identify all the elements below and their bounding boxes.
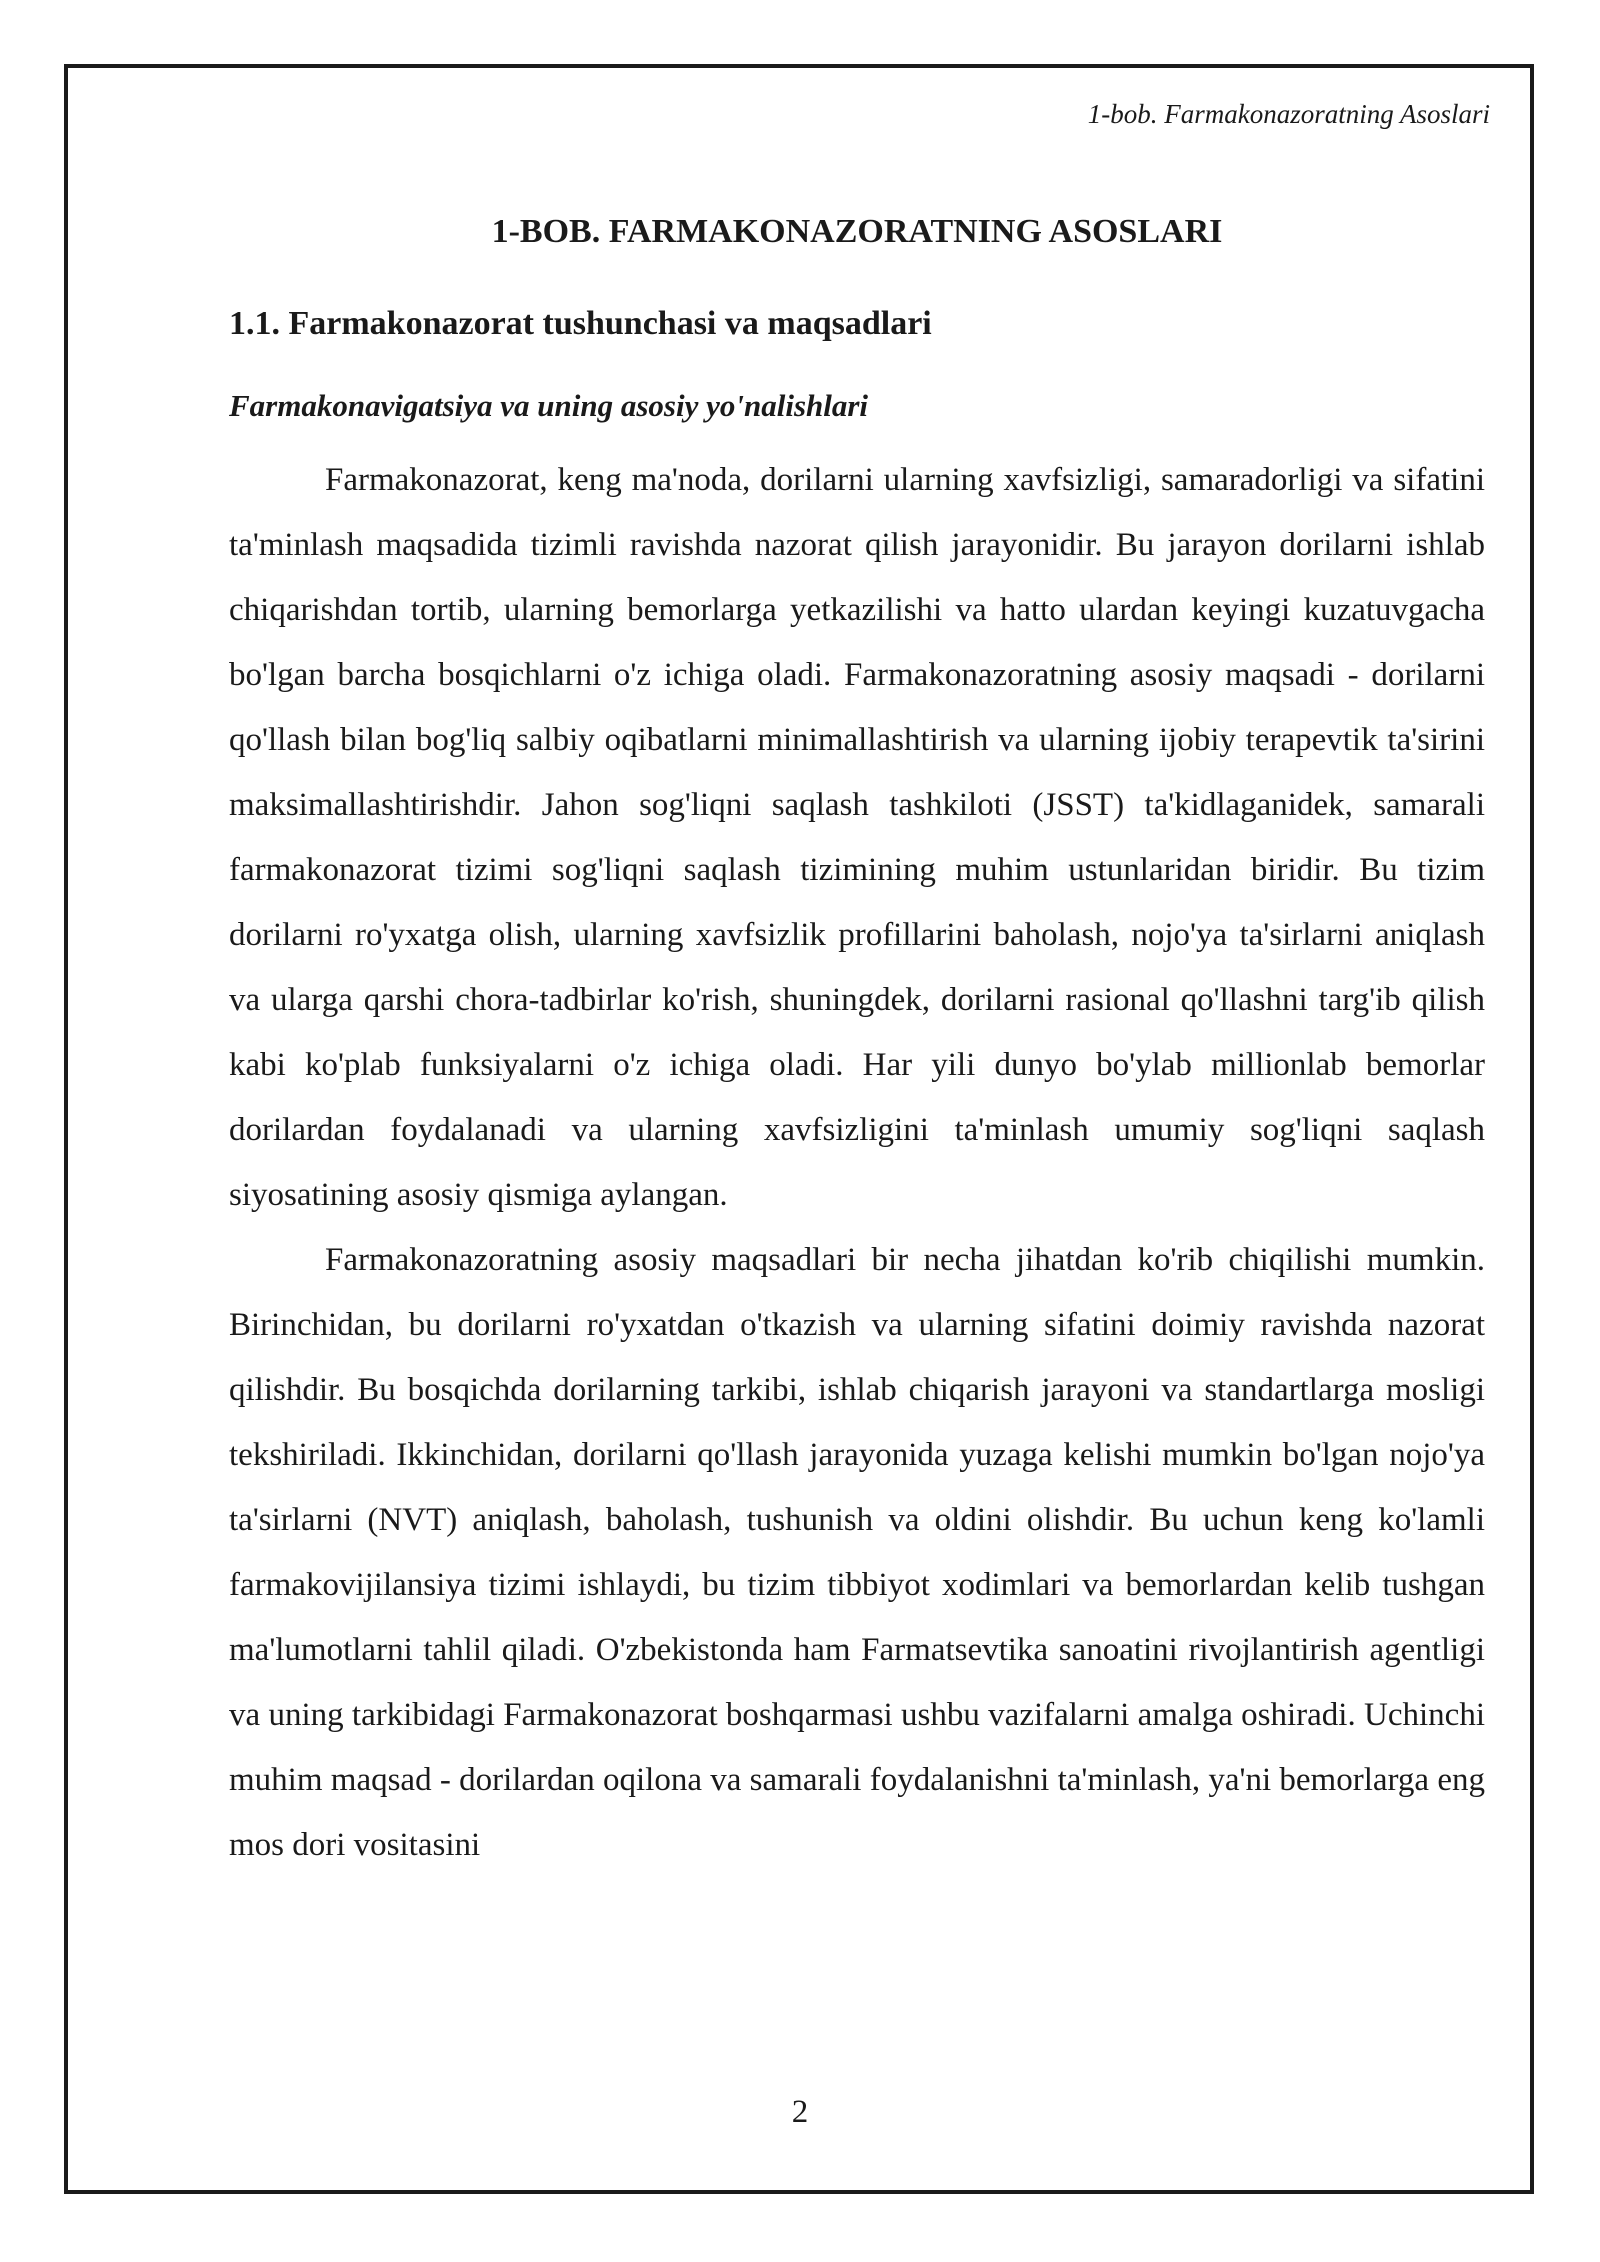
chapter-title: 1-BOB. FARMAKONAZORATNING ASOSLARI (491, 213, 1223, 250)
section-title: 1.1. Farmakonazorat tushunchasi va maqsadlari (229, 305, 932, 342)
page-number: 2 (791, 2094, 809, 2130)
page-content (229, 210, 1485, 1878)
subsection-title: Farmakonavigatsiya va uning asosiy yo'nalishlari (229, 388, 869, 423)
body-paragraph: Farmakonazorat, keng ma'noda, dorilarni ularning xavfsizligi, samaradorligi va sifatini ta'minlash maqsadida tizimli ravishda nazorat qilish jarayonidir. Bu jarayon dorilarni ishlab chiqarishdan tortib, ularning bemorlarga yetkazilishi va hatto ulardan keyingi kuzatuvgacha bo'lgan barcha bosqichlarni o'z ichiga oladi. Farmakonazoratning asosiy maqsadi - dorilarni qo'llash bilan bog'liq salbiy oqibatlarni minimallashtirish va ularning ijobiy terapevtik ta'sirini maksimallashtirishdir. Jahon sog'liqni saqlash tashkiloti (JSST) ta'kidlaganidek, samarali farmakonazorat tizimi sog'liqni saqlash tizimining muhim ustunlaridan biridir. Bu tizim dorilarni ro'yxatga olish, ularning xavfsizlik profillarini baholash, nojo'ya ta'sirlarni aniqlash va ularga qarshi chora-tadbirlar ko'rish, shuningdek, dorilarni rasional qo'llashni targ'ib qilish kabi ko'plab funksiyalarni o'z ichiga oladi. Har yili dunyo bo'ylab millionlab bemorlar dorilardan foydalanadi va ularning xavfsizligini ta'minlash umumiy sog'liqni saqlash siyosatining asosiy qismiga aylangan. (229, 462, 1485, 1213)
body-paragraph: Farmakonazoratning asosiy maqsadlari bir necha jihatdan ko'rib chiqilishi mumkin. Birinchidan, bu dorilarni ro'yxatdan o'tkazish va ularning sifatini doimiy ravishda nazorat qilishdir. Bu bosqichda dorilarning tarkibi, ishlab chiqarish jarayoni va standartlarga mosligi tekshiriladi. Ikkinchidan, dorilarni qo'llash jarayonida yuzaga kelishi mumkin bo'lgan nojo'ya ta'sirlarni (NVT) aniqlash, baholash, tushunish va oldini olishdir. Bu uchun keng ko'lamli farmakovijilansiya tizimi ishlaydi, bu tizim tibbiyot xodimlari va bemorlardan kelib tushgan ma'lumotlarni tahlil qiladi. O'zbekistonda ham Farmatsevtika sanoatini rivojlantirish agentligi va uning tarkibidagi Farmakonazorat boshqarmasi ushbu vazifalarni amalga oshiradi. Uchinchi muhim maqsad - dorilardan oqilona va samarali foydalanishni ta'minlash, ya'ni bemorlarga eng mos dori vositasini (229, 1242, 1485, 1863)
running-header: 1-bob. Farmakonazoratning Asoslari (1087, 99, 1490, 129)
